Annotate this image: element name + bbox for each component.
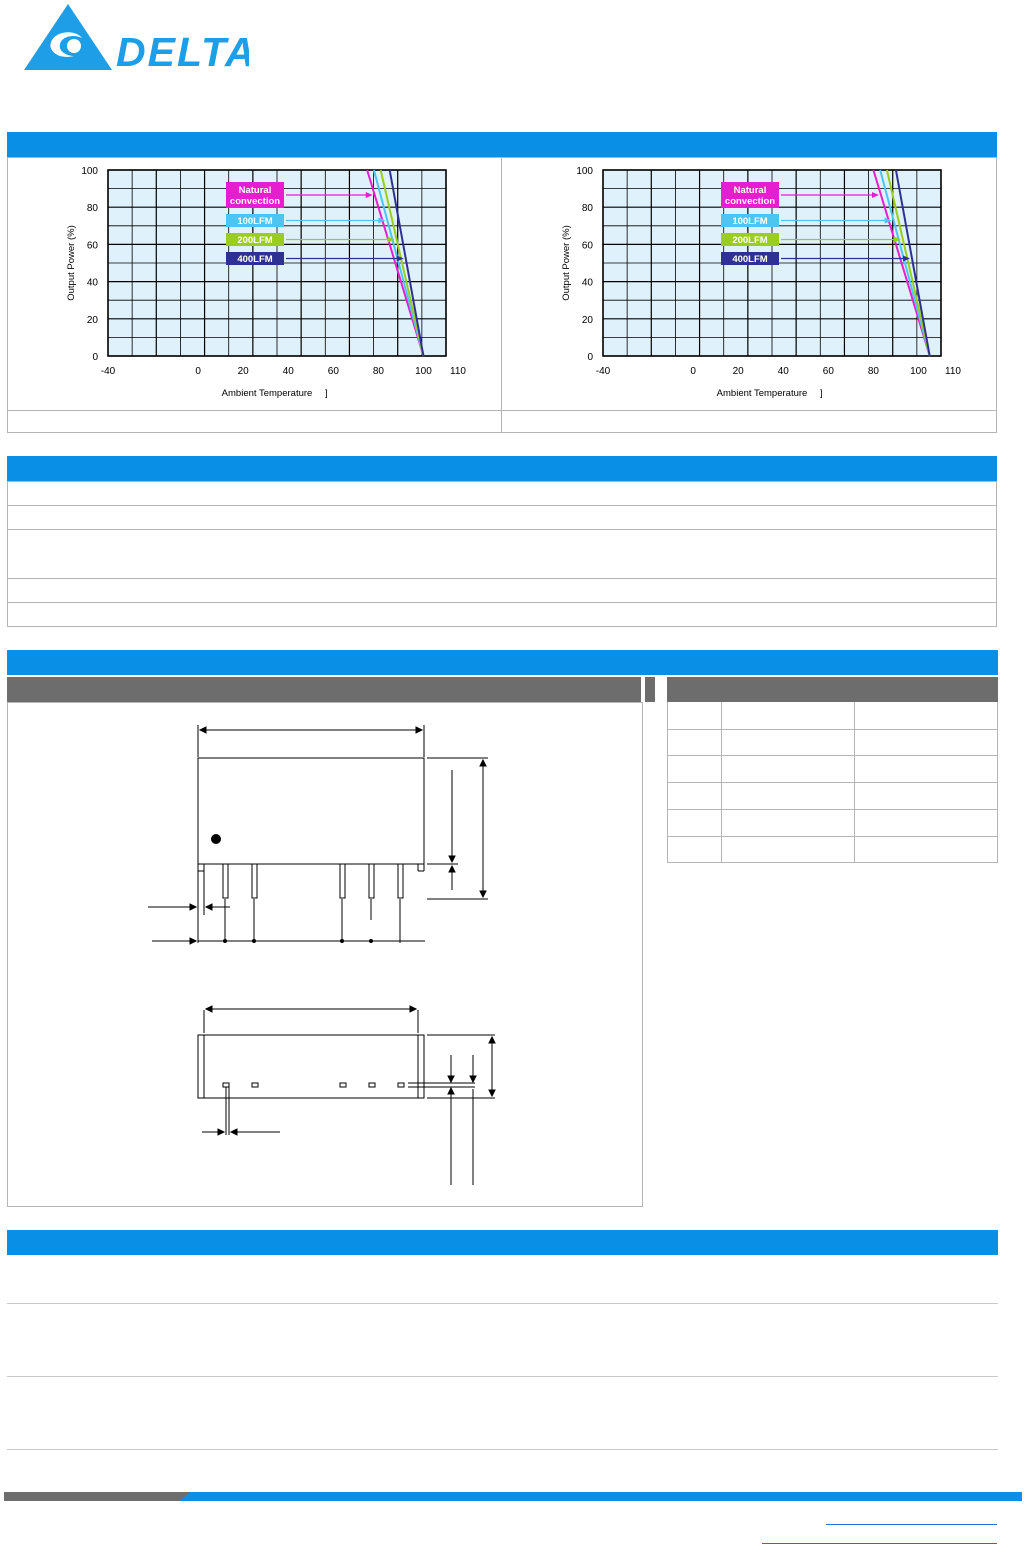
mechanical-header xyxy=(7,677,641,702)
derating-chart-2 xyxy=(555,160,975,410)
x-tick-label: 0 xyxy=(690,366,696,377)
x-tick-label: 80 xyxy=(867,366,879,377)
spec-table xyxy=(7,481,997,627)
x-tick-label: 0 xyxy=(195,366,201,377)
x-tick-label: -40 xyxy=(595,366,611,377)
legend-label: 400LFM xyxy=(732,254,768,265)
delta-logo xyxy=(24,4,249,72)
x-tick-label: 100 xyxy=(910,366,927,377)
x-axis-label: Ambient Temperature xyxy=(221,388,313,399)
mechanical-drawing xyxy=(140,715,510,1190)
y-tick-label: 80 xyxy=(581,203,593,215)
y-tick-label: 100 xyxy=(81,166,98,177)
y-tick-label: 60 xyxy=(86,240,98,252)
x-tick-label: 80 xyxy=(372,366,384,377)
x-tick-label: 40 xyxy=(282,366,294,377)
x-axis-label-suffix: ] xyxy=(325,388,328,399)
y-tick-label: 60 xyxy=(581,240,593,252)
legend-label: 200LFM xyxy=(732,235,768,246)
y-tick-label: 0 xyxy=(92,352,98,363)
y-tick-label: 0 xyxy=(587,352,593,363)
legend-label: 200LFM xyxy=(237,235,273,246)
x-axis-label-suffix: ] xyxy=(820,388,823,399)
delta-logo-graphic xyxy=(24,4,249,72)
y-tick-label: 40 xyxy=(581,277,593,289)
derating-chart-1 xyxy=(60,160,480,410)
x-tick-label: 40 xyxy=(777,366,789,377)
x-tick-label: -40 xyxy=(100,366,116,377)
x-tick-label: 110 xyxy=(945,366,961,377)
footer-link-1[interactable] xyxy=(826,1510,997,1525)
x-tick-label: 20 xyxy=(732,366,744,377)
y-tick-label: 40 xyxy=(86,277,98,289)
legend-label: Natural convection xyxy=(229,185,281,207)
mechanical-spacer-header xyxy=(645,677,655,702)
y-tick-label: 100 xyxy=(576,166,593,177)
x-tick-label: 100 xyxy=(415,366,432,377)
svg-text:DELTA: DELTA xyxy=(116,29,249,72)
x-axis-label: Ambient Temperature xyxy=(716,388,808,399)
y-axis-label: Output Power (%) xyxy=(561,225,572,301)
section-bar-4 xyxy=(7,1230,998,1255)
x-tick-label: 60 xyxy=(327,366,339,377)
legend-label: 100LFM xyxy=(732,216,768,227)
footer-link-2[interactable] xyxy=(762,1529,997,1544)
y-axis-label: Output Power (%) xyxy=(66,225,77,301)
section-bar-2 xyxy=(7,456,997,481)
pin-table-header xyxy=(667,677,998,702)
legend-label: 100LFM xyxy=(237,216,273,227)
x-tick-label: 110 xyxy=(450,366,466,377)
footer-band xyxy=(4,1492,1022,1501)
section-bar-mechanical xyxy=(7,650,998,675)
section-bar-derating xyxy=(7,132,997,157)
legend-label: Natural convection xyxy=(724,185,776,207)
x-tick-label: 20 xyxy=(237,366,249,377)
y-tick-label: 20 xyxy=(581,314,593,326)
x-tick-label: 60 xyxy=(822,366,834,377)
y-tick-label: 20 xyxy=(86,314,98,326)
y-tick-label: 80 xyxy=(86,203,98,215)
legend-label: 400LFM xyxy=(237,254,273,265)
